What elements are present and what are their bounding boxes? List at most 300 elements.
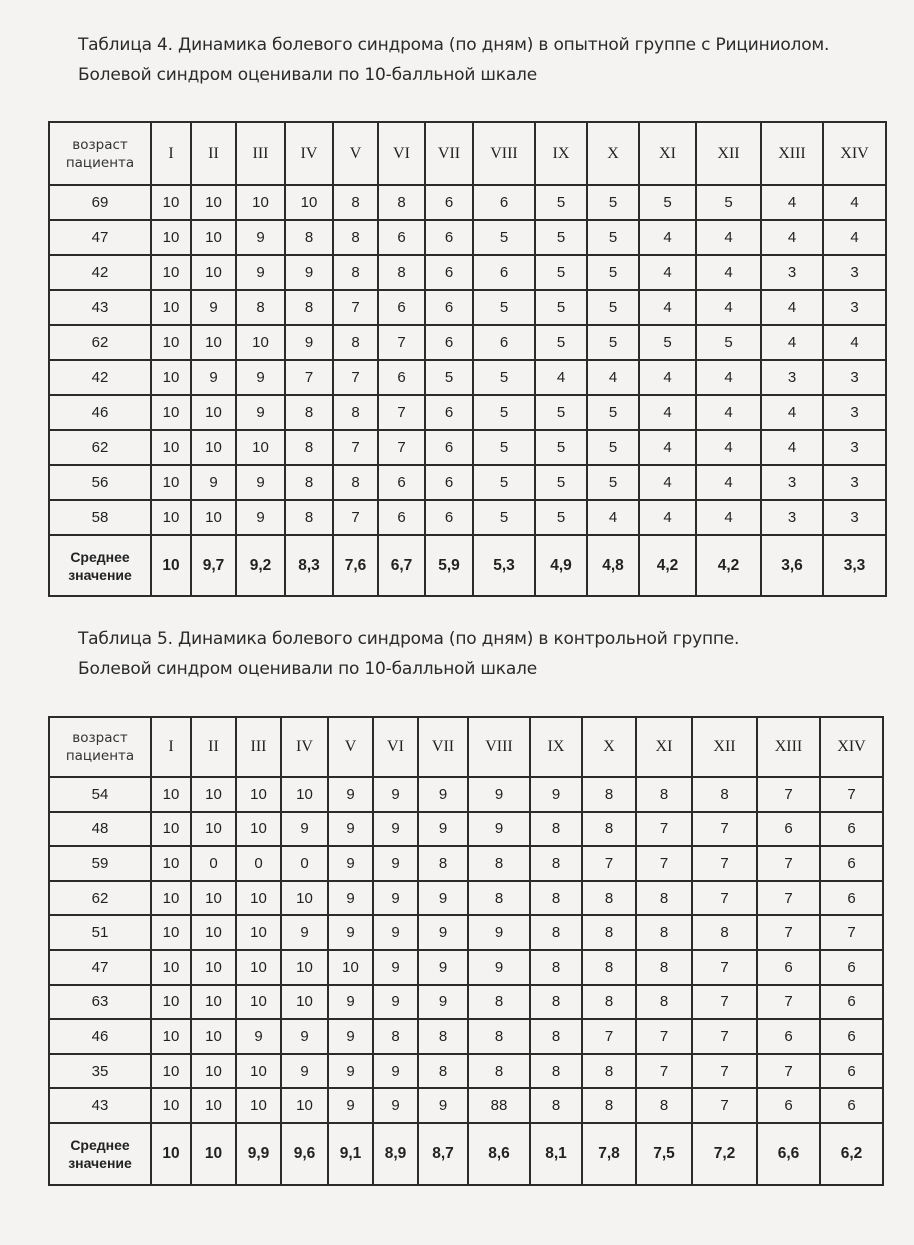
mean-value-cell: 3,6: [761, 535, 823, 596]
pain-score-cell: 8: [582, 1054, 636, 1089]
mean-value-cell: 10: [191, 1123, 236, 1185]
table-row: [49, 1088, 883, 1123]
pain-score-cell: 4: [587, 500, 639, 535]
pain-score-cell: 9: [328, 846, 373, 881]
pain-score-cell: 8: [636, 777, 692, 812]
mean-value-cell: 8,7: [418, 1123, 468, 1185]
patient-age-cell: 56: [49, 465, 151, 500]
pain-score-cell: 4: [761, 220, 823, 255]
day-column-header: VIII: [473, 122, 535, 185]
day-column-header: VI: [373, 717, 418, 777]
table-row: [49, 290, 886, 325]
pain-score-cell: 10: [191, 395, 236, 430]
pain-score-cell: 10: [151, 185, 191, 220]
patient-age-cell: 47: [49, 220, 151, 255]
pain-score-cell: 5: [473, 290, 535, 325]
mean-label-cell: Среднее значение: [49, 535, 151, 596]
pain-score-cell: 9: [418, 985, 468, 1020]
pain-score-cell: 6: [378, 500, 425, 535]
pain-score-cell: 9: [530, 777, 582, 812]
table5-pain-dynamics-control: [48, 716, 884, 1186]
pain-score-cell: 4: [639, 290, 696, 325]
pain-score-cell: 10: [281, 881, 328, 916]
pain-score-cell: 4: [696, 290, 761, 325]
pain-score-cell: 3: [823, 360, 886, 395]
pain-score-cell: 10: [236, 1054, 281, 1089]
mean-value-cell: 10: [151, 1123, 191, 1185]
day-column-header: XIII: [757, 717, 820, 777]
pain-score-cell: 7: [333, 430, 378, 465]
table-row: [49, 915, 883, 950]
pain-score-cell: 9: [373, 846, 418, 881]
pain-score-cell: 10: [236, 915, 281, 950]
pain-score-cell: 10: [236, 812, 281, 847]
day-column-header: XII: [696, 122, 761, 185]
mean-value-cell: 9,9: [236, 1123, 281, 1185]
pain-score-cell: 8: [378, 185, 425, 220]
pain-score-cell: 3: [823, 255, 886, 290]
pain-score-cell: 10: [151, 465, 191, 500]
pain-score-cell: 7: [333, 500, 378, 535]
patient-age-cell: 43: [49, 290, 151, 325]
table4-pain-dynamics-experimental: [48, 121, 887, 597]
pain-score-cell: 8: [418, 846, 468, 881]
pain-score-cell: 5: [587, 325, 639, 360]
pain-score-cell: 10: [191, 812, 236, 847]
pain-score-cell: 9: [373, 950, 418, 985]
pain-score-cell: 6: [425, 430, 473, 465]
pain-score-cell: 9: [236, 500, 285, 535]
patient-age-cell: 51: [49, 915, 151, 950]
pain-score-cell: 7: [757, 846, 820, 881]
pain-score-cell: 5: [473, 360, 535, 395]
patient-age-cell: 48: [49, 812, 151, 847]
pain-score-cell: 9: [373, 915, 418, 950]
day-column-header: XI: [636, 717, 692, 777]
table-row: [49, 1054, 883, 1089]
mean-value-cell: 3,3: [823, 535, 886, 596]
pain-score-cell: 8: [333, 220, 378, 255]
pain-score-cell: 9: [328, 1088, 373, 1123]
pain-score-cell: 8: [378, 255, 425, 290]
mean-row: [49, 535, 886, 596]
pain-score-cell: 10: [151, 255, 191, 290]
pain-score-cell: 9: [328, 812, 373, 847]
pain-score-cell: 7: [378, 430, 425, 465]
mean-row: [49, 1123, 883, 1185]
mean-label-cell: Среднее значение: [49, 1123, 151, 1185]
pain-score-cell: 3: [823, 500, 886, 535]
pain-score-cell: 9: [236, 1019, 281, 1054]
day-column-header: IV: [285, 122, 333, 185]
patient-age-cell: 42: [49, 360, 151, 395]
pain-score-cell: 8: [468, 846, 530, 881]
pain-score-cell: 9: [373, 777, 418, 812]
pain-score-cell: 4: [639, 255, 696, 290]
pain-score-cell: 9: [328, 1019, 373, 1054]
mean-value-cell: 4,8: [587, 535, 639, 596]
mean-value-cell: 10: [151, 535, 191, 596]
pain-score-cell: 9: [236, 395, 285, 430]
pain-score-cell: 0: [191, 846, 236, 881]
pain-score-cell: 0: [236, 846, 281, 881]
day-column-header: III: [236, 122, 285, 185]
table-row: [49, 360, 886, 395]
pain-score-cell: 10: [191, 185, 236, 220]
table5-caption-line1: Таблица 5. Динамика болевого синдрома (по дням) в контрольной группе.: [78, 629, 740, 649]
pain-score-cell: 10: [191, 430, 236, 465]
pain-score-cell: 5: [535, 185, 587, 220]
pain-score-cell: 4: [696, 465, 761, 500]
pain-score-cell: 8: [333, 395, 378, 430]
pain-score-cell: 7: [582, 1019, 636, 1054]
pain-score-cell: 3: [823, 465, 886, 500]
pain-score-cell: 10: [191, 777, 236, 812]
pain-score-cell: 8: [468, 881, 530, 916]
pain-score-cell: 5: [587, 220, 639, 255]
pain-score-cell: 5: [535, 430, 587, 465]
pain-score-cell: 3: [823, 430, 886, 465]
patient-age-cell: 54: [49, 777, 151, 812]
pain-score-cell: 5: [473, 395, 535, 430]
pain-score-cell: 8: [285, 395, 333, 430]
pain-score-cell: 10: [151, 881, 191, 916]
pain-score-cell: 4: [535, 360, 587, 395]
pain-score-cell: 6: [473, 255, 535, 290]
pain-score-cell: 7: [378, 325, 425, 360]
pain-score-cell: 7: [757, 777, 820, 812]
mean-value-cell: 4,2: [639, 535, 696, 596]
pain-score-cell: 6: [425, 325, 473, 360]
table-row: [49, 395, 886, 430]
pain-score-cell: 3: [761, 500, 823, 535]
patient-age-cell: 63: [49, 985, 151, 1020]
day-column-header: XI: [639, 122, 696, 185]
pain-score-cell: 10: [236, 1088, 281, 1123]
pain-score-cell: 7: [636, 846, 692, 881]
pain-score-cell: 7: [582, 846, 636, 881]
pain-score-cell: 6: [820, 950, 883, 985]
mean-value-cell: 9,7: [191, 535, 236, 596]
pain-score-cell: 9: [281, 812, 328, 847]
pain-score-cell: 6: [820, 881, 883, 916]
pain-score-cell: 4: [823, 185, 886, 220]
pain-score-cell: 3: [823, 290, 886, 325]
day-column-header: I: [151, 717, 191, 777]
pain-score-cell: 4: [696, 220, 761, 255]
pain-score-cell: 8: [333, 465, 378, 500]
mean-value-cell: 9,6: [281, 1123, 328, 1185]
pain-score-cell: 10: [151, 1019, 191, 1054]
mean-value-cell: 8,3: [285, 535, 333, 596]
pain-score-cell: 9: [191, 290, 236, 325]
pain-score-cell: 5: [696, 185, 761, 220]
pain-score-cell: 4: [639, 360, 696, 395]
day-column-header: IX: [535, 122, 587, 185]
pain-score-cell: 10: [281, 950, 328, 985]
patient-age-cell: 62: [49, 325, 151, 360]
pain-score-cell: 4: [696, 360, 761, 395]
table-row: [49, 881, 883, 916]
table-row: [49, 220, 886, 255]
pain-score-cell: 7: [757, 1054, 820, 1089]
pain-score-cell: 9: [468, 777, 530, 812]
pain-score-cell: 10: [281, 777, 328, 812]
mean-value-cell: 7,6: [333, 535, 378, 596]
mean-value-cell: 7,8: [582, 1123, 636, 1185]
table-row: [49, 255, 886, 290]
pain-score-cell: 5: [425, 360, 473, 395]
day-column-header: II: [191, 717, 236, 777]
day-column-header: X: [587, 122, 639, 185]
mean-value-cell: 8,9: [373, 1123, 418, 1185]
pain-score-cell: 7: [692, 1019, 757, 1054]
pain-score-cell: 10: [151, 985, 191, 1020]
pain-score-cell: 9: [468, 812, 530, 847]
pain-score-cell: 8: [333, 325, 378, 360]
pain-score-cell: 10: [281, 985, 328, 1020]
pain-score-cell: 9: [373, 1088, 418, 1123]
pain-score-cell: 10: [328, 950, 373, 985]
pain-score-cell: 8: [468, 1019, 530, 1054]
pain-score-cell: 10: [236, 325, 285, 360]
pain-score-cell: 6: [757, 812, 820, 847]
pain-score-cell: 3: [761, 360, 823, 395]
pain-score-cell: 6: [820, 812, 883, 847]
pain-score-cell: 7: [333, 360, 378, 395]
day-column-header: XIV: [823, 122, 886, 185]
day-column-header: V: [333, 122, 378, 185]
pain-score-cell: 8: [582, 881, 636, 916]
pain-score-cell: 7: [692, 985, 757, 1020]
pain-score-cell: 10: [151, 220, 191, 255]
pain-score-cell: 10: [191, 950, 236, 985]
pain-score-cell: 8: [530, 985, 582, 1020]
pain-score-cell: 10: [236, 777, 281, 812]
mean-value-cell: 6,7: [378, 535, 425, 596]
pain-score-cell: 9: [281, 1019, 328, 1054]
pain-score-cell: 5: [587, 465, 639, 500]
pain-score-cell: 5: [639, 185, 696, 220]
day-column-header: V: [328, 717, 373, 777]
day-column-header: XIV: [820, 717, 883, 777]
pain-score-cell: 8: [530, 881, 582, 916]
pain-score-cell: 10: [151, 777, 191, 812]
mean-value-cell: 4,9: [535, 535, 587, 596]
pain-score-cell: 5: [535, 500, 587, 535]
pain-score-cell: 10: [151, 395, 191, 430]
pain-score-cell: 9: [468, 915, 530, 950]
pain-score-cell: 9: [373, 881, 418, 916]
pain-score-cell: 88: [468, 1088, 530, 1123]
pain-score-cell: 8: [692, 777, 757, 812]
day-column-header: X: [582, 717, 636, 777]
pain-score-cell: 7: [636, 1019, 692, 1054]
pain-score-cell: 10: [191, 255, 236, 290]
pain-score-cell: 5: [535, 465, 587, 500]
pain-score-cell: 10: [236, 185, 285, 220]
mean-value-cell: 5,3: [473, 535, 535, 596]
pain-score-cell: 10: [191, 881, 236, 916]
pain-score-cell: 4: [639, 500, 696, 535]
pain-score-cell: 7: [757, 985, 820, 1020]
pain-score-cell: 5: [473, 220, 535, 255]
pain-score-cell: 6: [425, 220, 473, 255]
pain-score-cell: 7: [820, 777, 883, 812]
mean-value-cell: 7,5: [636, 1123, 692, 1185]
pain-score-cell: 10: [236, 430, 285, 465]
mean-value-cell: 4,2: [696, 535, 761, 596]
day-column-header: IX: [530, 717, 582, 777]
pain-score-cell: 10: [191, 220, 236, 255]
header-row: [49, 717, 883, 777]
table5-caption-line2: Болевой синдром оценивали по 10-балльной шкале: [78, 659, 537, 679]
pain-score-cell: 9: [285, 325, 333, 360]
day-column-header: XIII: [761, 122, 823, 185]
pain-score-cell: 8: [636, 915, 692, 950]
pain-score-cell: 10: [151, 950, 191, 985]
pain-score-cell: 5: [535, 325, 587, 360]
pain-score-cell: 6: [425, 395, 473, 430]
table4-caption: [78, 30, 829, 90]
pain-score-cell: 7: [692, 812, 757, 847]
table-row: [49, 185, 886, 220]
pain-score-cell: 8: [285, 465, 333, 500]
pain-score-cell: 4: [639, 395, 696, 430]
pain-score-cell: 9: [328, 915, 373, 950]
table-row: [49, 985, 883, 1020]
pain-score-cell: 6: [820, 985, 883, 1020]
patient-age-cell: 46: [49, 1019, 151, 1054]
patient-age-cell: 62: [49, 881, 151, 916]
pain-score-cell: 8: [582, 1088, 636, 1123]
pain-score-cell: 4: [639, 220, 696, 255]
pain-score-cell: 9: [418, 950, 468, 985]
mean-value-cell: 5,9: [425, 535, 473, 596]
pain-score-cell: 7: [692, 1054, 757, 1089]
pain-score-cell: 5: [535, 220, 587, 255]
pain-score-cell: 8: [582, 950, 636, 985]
day-column-header: VI: [378, 122, 425, 185]
pain-score-cell: 8: [636, 1088, 692, 1123]
pain-score-cell: 6: [757, 950, 820, 985]
table-row: [49, 950, 883, 985]
pain-score-cell: 10: [151, 812, 191, 847]
patient-age-cell: 69: [49, 185, 151, 220]
pain-score-cell: 7: [692, 846, 757, 881]
pain-score-cell: 8: [285, 500, 333, 535]
table-row: [49, 777, 883, 812]
pain-score-cell: 4: [761, 430, 823, 465]
pain-score-cell: 10: [191, 1019, 236, 1054]
table-row: [49, 500, 886, 535]
table-row: [49, 812, 883, 847]
pain-score-cell: 7: [692, 950, 757, 985]
pain-score-cell: 4: [696, 500, 761, 535]
pain-score-cell: 9: [191, 465, 236, 500]
pain-score-cell: 6: [378, 360, 425, 395]
table-row: [49, 465, 886, 500]
pain-score-cell: 4: [639, 465, 696, 500]
pain-score-cell: 5: [473, 500, 535, 535]
pain-score-cell: 8: [418, 1054, 468, 1089]
pain-score-cell: 4: [639, 430, 696, 465]
pain-score-cell: 10: [281, 1088, 328, 1123]
pain-score-cell: 4: [587, 360, 639, 395]
pain-score-cell: 6: [425, 255, 473, 290]
pain-score-cell: 9: [418, 777, 468, 812]
mean-value-cell: 7,2: [692, 1123, 757, 1185]
pain-score-cell: 4: [696, 430, 761, 465]
pain-score-cell: 7: [636, 812, 692, 847]
pain-score-cell: 8: [582, 915, 636, 950]
pain-score-cell: 7: [285, 360, 333, 395]
pain-score-cell: 6: [473, 185, 535, 220]
pain-score-cell: 9: [373, 1054, 418, 1089]
pain-score-cell: 5: [639, 325, 696, 360]
pain-score-cell: 6: [820, 1088, 883, 1123]
table-row: [49, 325, 886, 360]
pain-score-cell: 6: [425, 185, 473, 220]
pain-score-cell: 4: [823, 325, 886, 360]
pain-score-cell: 10: [151, 846, 191, 881]
pain-score-cell: 8: [636, 950, 692, 985]
pain-score-cell: 7: [757, 881, 820, 916]
table-row: [49, 1019, 883, 1054]
pain-score-cell: 9: [191, 360, 236, 395]
pain-score-cell: 10: [151, 325, 191, 360]
pain-score-cell: 5: [696, 325, 761, 360]
pain-score-cell: 8: [333, 255, 378, 290]
table4-caption-line2: Болевой синдром оценивали по 10-балльной шкале: [78, 65, 537, 85]
pain-score-cell: 9: [285, 255, 333, 290]
pain-score-cell: 5: [587, 430, 639, 465]
patient-age-cell: 47: [49, 950, 151, 985]
day-column-header: XII: [692, 717, 757, 777]
pain-score-cell: 10: [151, 500, 191, 535]
pain-score-cell: 10: [151, 915, 191, 950]
pain-score-cell: 10: [191, 915, 236, 950]
pain-score-cell: 8: [236, 290, 285, 325]
age-column-header: возраст пациента: [49, 122, 151, 185]
pain-score-cell: 5: [587, 185, 639, 220]
pain-score-cell: 5: [587, 395, 639, 430]
pain-score-cell: 6: [378, 220, 425, 255]
pain-score-cell: 4: [761, 325, 823, 360]
pain-score-cell: 9: [418, 915, 468, 950]
pain-score-cell: 8: [373, 1019, 418, 1054]
pain-score-cell: 8: [530, 915, 582, 950]
patient-age-cell: 59: [49, 846, 151, 881]
pain-score-cell: 10: [151, 290, 191, 325]
mean-value-cell: 6,2: [820, 1123, 883, 1185]
pain-score-cell: 4: [696, 395, 761, 430]
pain-score-cell: 8: [333, 185, 378, 220]
mean-value-cell: 9,1: [328, 1123, 373, 1185]
pain-score-cell: 4: [761, 290, 823, 325]
pain-score-cell: 0: [281, 846, 328, 881]
pain-score-cell: 4: [696, 255, 761, 290]
pain-score-cell: 8: [530, 950, 582, 985]
pain-score-cell: 10: [191, 325, 236, 360]
pain-score-cell: 5: [535, 290, 587, 325]
pain-score-cell: 9: [328, 985, 373, 1020]
pain-score-cell: 7: [378, 395, 425, 430]
pain-score-cell: 6: [820, 846, 883, 881]
pain-score-cell: 9: [281, 915, 328, 950]
pain-score-cell: 9: [373, 985, 418, 1020]
pain-score-cell: 7: [820, 915, 883, 950]
